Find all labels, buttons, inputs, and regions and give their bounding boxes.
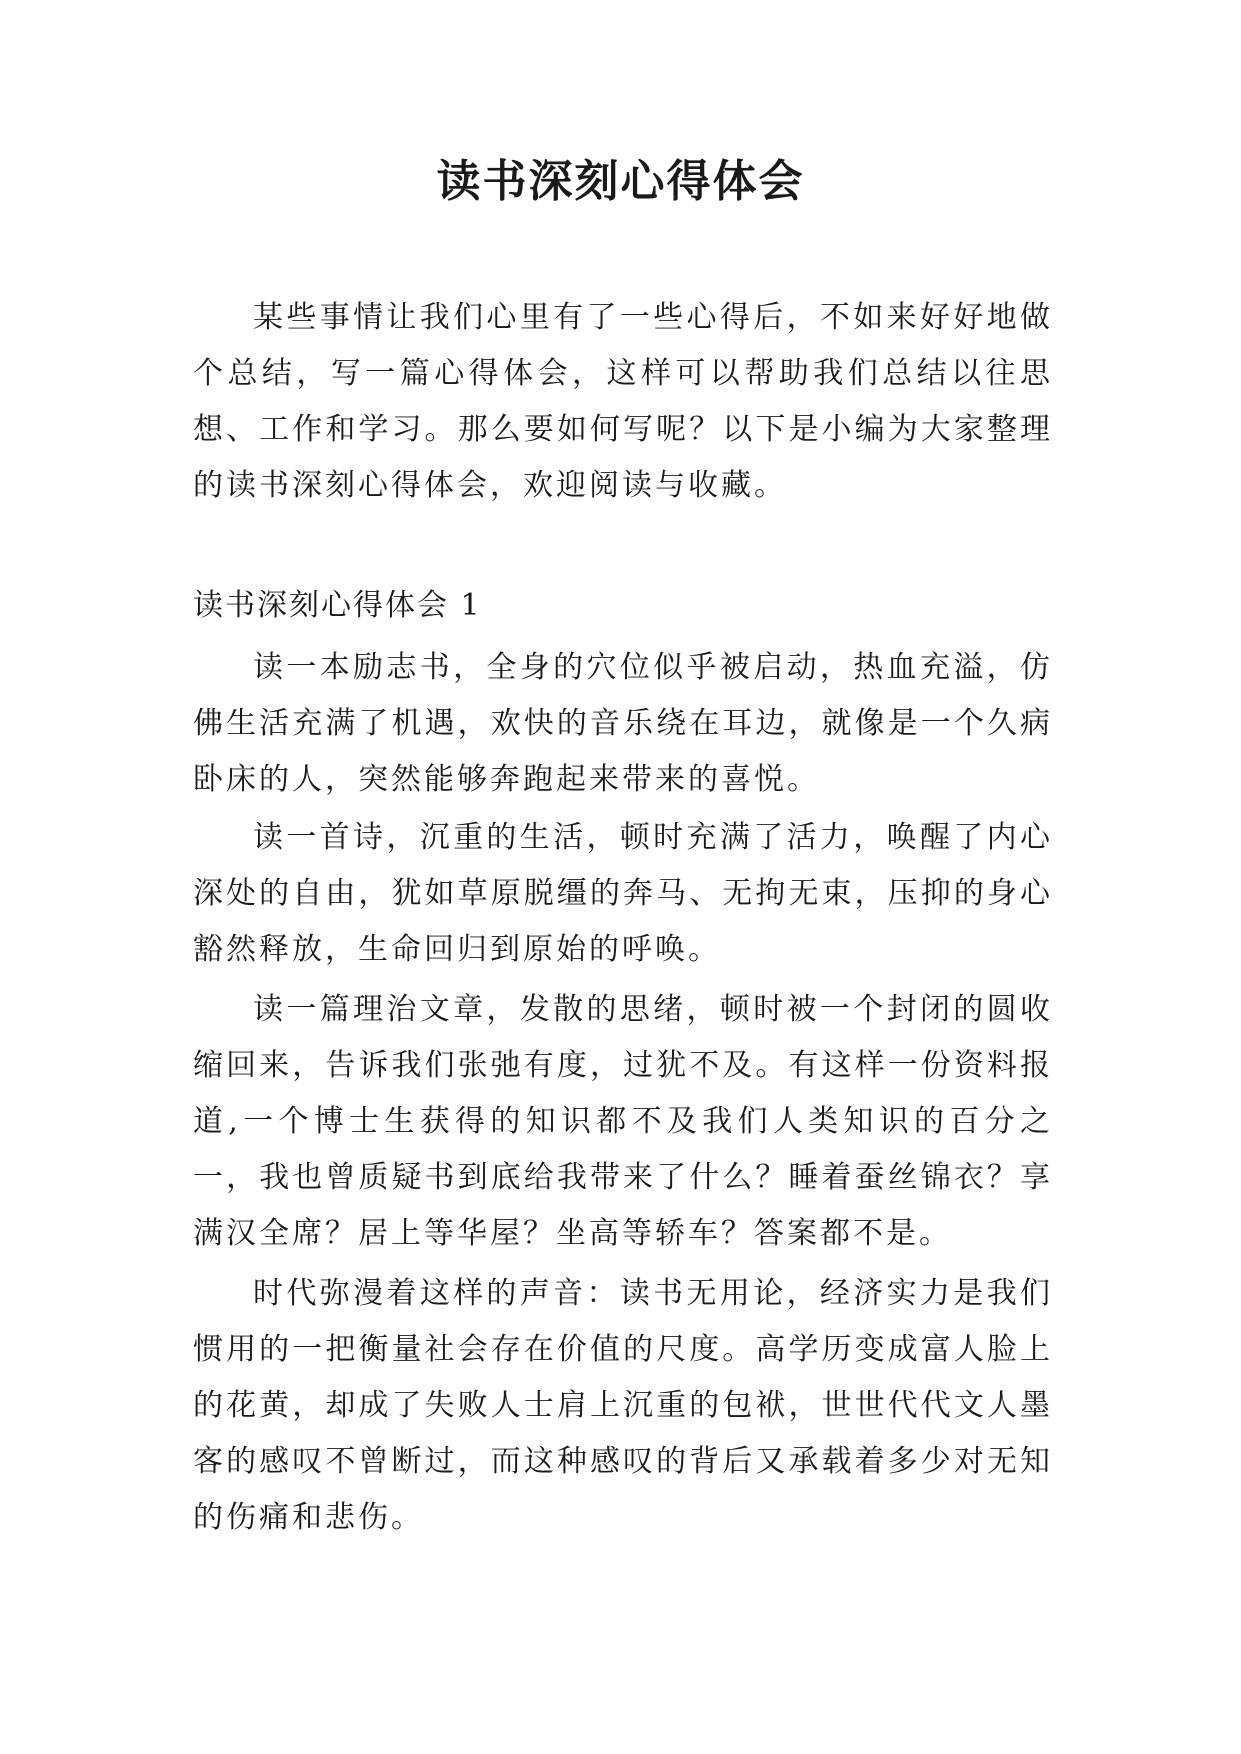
body-paragraph-3: 读一篇理治文章，发散的思绪，顿时被一个封闭的圆收缩回来，告诉我们张弛有度，过犹不及。有这样一份资料报道,一个博士生获得的知识都不及我们人类知识的百分之一，我也曾质疑书到底给我带来了什么？睡着蚕丝锦衣？享满汉全席？居上等华屋？坐高等轿车？答案都不是。 <box>193 992 1053 1251</box>
section-heading: 读书深刻心得体会 1 <box>193 588 482 623</box>
document-title: 读书深刻心得体会 <box>436 156 805 207</box>
intro-paragraph: 某些事情让我们心里有了一些心得后，不如来好好地做个总结，写一篇心得体会，这样可以帮助我们总结以往思想、工作和学习。那么要如何写呢？以下是小编为大家整理的读书深刻心得体会，欢迎阅读与收藏。 <box>193 300 1053 503</box>
body-paragraph-2: 读一首诗，沉重的生活，顿时充满了活力，唤醒了内心深处的自由，犹如草原脱缰的奔马、无拘无束，压抑的身心豁然释放，生命回归到原始的呼唤。 <box>193 820 1053 967</box>
body-paragraph-4: 时代弥漫着这样的声音：读书无用论，经济实力是我们惯用的一把衡量社会存在价值的尺度。高学历变成富人脸上的花黄，却成了失败人士肩上沉重的包袱，世世代代文人墨客的感叹不曾断过，而这种感叹的背后又承载着多少对无知的伤痛和悲伤。 <box>193 1276 1053 1535</box>
body-paragraph-1: 读一本励志书，全身的穴位似乎被启动，热血充溢，仿佛生活充满了机遇，欢快的音乐绕在耳边，就像是一个久病卧床的人，突然能够奔跑起来带来的喜悦。 <box>193 650 1053 797</box>
